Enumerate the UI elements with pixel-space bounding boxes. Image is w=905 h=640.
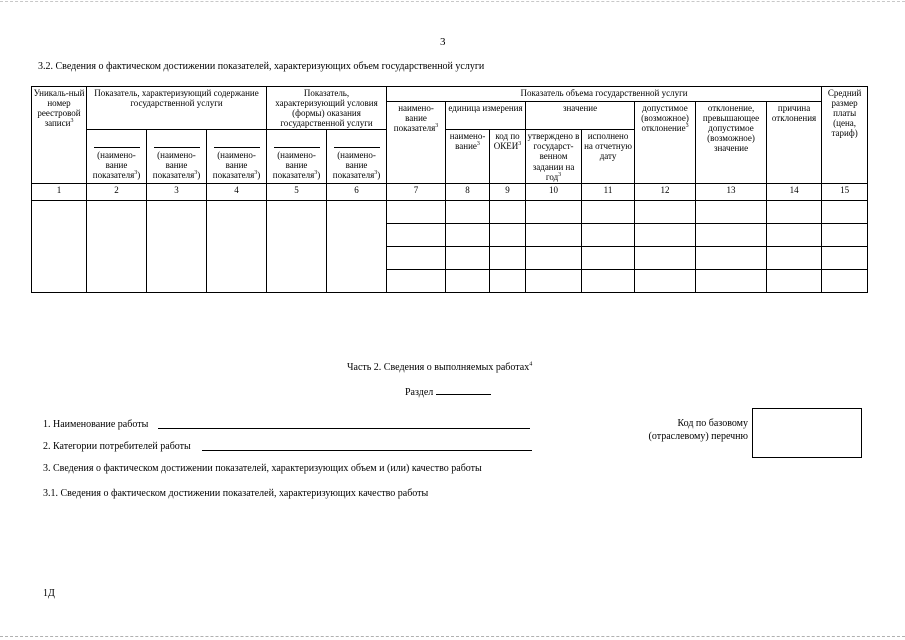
sub-indicator-6: (наимено-вание показателя$^3$) [327,130,387,183]
col-number: 6 [327,183,387,200]
table-cell[interactable] [207,200,267,292]
col-okei-code: код по ОКЕИ$^3$ [490,130,526,183]
col-executed: исполнено на отчетную дату [582,130,635,183]
table-cell[interactable] [767,223,822,246]
sub-indicator-4: (наимено-вание показателя$^3$) [207,130,267,183]
col-number: 10 [526,183,582,200]
col-average-fee: Средний размер платы (цена, тариф) [822,87,868,184]
col-unit: единица измерения [446,102,526,130]
table-cell[interactable] [635,200,696,223]
col-approved: утверждено в государст-венном задании на год$^3$ [526,130,582,183]
col-number: 4 [207,183,267,200]
work-name-input-line[interactable] [158,428,530,429]
section-input-line[interactable] [436,386,491,395]
table-cell[interactable] [767,200,822,223]
col-number: 15 [822,183,868,200]
work-name-label: 1. Наименование работы [43,419,149,430]
consumers-label: 2. Категории потребителей работы [43,441,191,452]
base-list-code-label: Код по базовому (отраслевому) перечню [648,418,748,442]
table-cell[interactable] [490,246,526,269]
col-indicator-name: наимено-вание показателя$^3$ [387,102,446,184]
table-cell[interactable] [147,200,207,292]
table-cell[interactable] [696,246,767,269]
table-row [32,200,868,223]
volume-indicators-table [31,86,868,293]
item-3-1-heading: 3.1. Сведения о фактическом достижении показателей, характеризующих качество работы [43,488,429,499]
table-cell[interactable] [446,246,490,269]
table-cell[interactable] [696,269,767,292]
col-number: 1 [32,183,87,200]
table-cell[interactable] [822,246,868,269]
table-cell[interactable] [87,200,147,292]
consumers-input-line[interactable] [202,450,532,451]
table-cell[interactable] [387,269,446,292]
section-field [405,386,491,398]
table-cell[interactable] [582,200,635,223]
col-number: 3 [147,183,207,200]
section-3-2-heading: 3.2. Сведения о фактическом достижении показателей, характеризующих объем государственной услуги [38,61,485,72]
table-cell[interactable] [387,200,446,223]
col-number: 9 [490,183,526,200]
section-label: Раздел [405,387,434,398]
table-cell[interactable] [490,223,526,246]
group-conditions-indicator: Показатель, характеризующий условия (формы) оказания государственной услуги [267,87,387,130]
table-cell[interactable] [822,200,868,223]
table-cell[interactable] [387,246,446,269]
table-cell[interactable] [526,200,582,223]
table-cell[interactable] [822,223,868,246]
table-cell[interactable] [635,223,696,246]
sub-indicator-2: (наимено-вание показателя$^3$) [87,130,147,183]
table-cell[interactable] [446,223,490,246]
col-allowed-deviation: допустимое (возможное) отклонение$^3$ [635,102,696,184]
col-unit-name: наимено-вание$^3$ [446,130,490,183]
page-number: 3 [440,36,446,48]
col-number: 7 [387,183,446,200]
group-content-indicator: Показатель, характеризующий содержание государственной услуги [87,87,267,130]
table-cell[interactable] [767,246,822,269]
table-cell[interactable] [490,269,526,292]
col-reason: причина отклонения [767,102,822,184]
footer-code: 1Д [43,588,55,599]
group-volume-indicator: Показатель объема государственной услуги [387,87,822,102]
scan-edge-top [0,1,905,2]
table-cell[interactable] [526,246,582,269]
col-number: 8 [446,183,490,200]
table-cell[interactable] [582,223,635,246]
table-cell[interactable] [526,269,582,292]
table-cell[interactable] [490,200,526,223]
table-cell[interactable] [32,200,87,292]
base-list-code-box[interactable] [752,408,862,458]
col-number: 2 [87,183,147,200]
scan-edge-bottom [0,636,905,637]
column-number-row [32,183,868,200]
col-number: 13 [696,183,767,200]
col-number: 11 [582,183,635,200]
table-cell[interactable] [267,200,327,292]
table-cell[interactable] [327,200,387,292]
table-cell[interactable] [635,269,696,292]
col-number: 14 [767,183,822,200]
table-cell[interactable] [582,246,635,269]
header-row-1 [32,87,868,102]
table-cell[interactable] [582,269,635,292]
table-cell[interactable] [696,223,767,246]
col-number: 5 [267,183,327,200]
col-deviation-exceeding: отклонение, превышающее допустимое (возможное) значение [696,102,767,184]
sub-indicator-3: (наимено-вание показателя$^3$) [147,130,207,183]
table-cell[interactable] [387,223,446,246]
table-cell[interactable] [696,200,767,223]
table-cell[interactable] [767,269,822,292]
table-cell[interactable] [526,223,582,246]
table-cell[interactable] [635,246,696,269]
table-cell[interactable] [822,269,868,292]
col-registry-number: Уникаль-ный номер реестровой записи$^3$ [32,87,87,184]
item-3-heading: 3. Сведения о фактическом достижении показателей, характеризующих объем и (или) качество работы [43,463,482,474]
part-2-heading: Часть 2. Сведения о выполняемых работах$^4$ [347,361,533,373]
table-cell[interactable] [446,269,490,292]
col-value: значение [526,102,635,130]
col-number: 12 [635,183,696,200]
sub-indicator-5: (наимено-вание показателя$^3$) [267,130,327,183]
table-cell[interactable] [446,200,490,223]
